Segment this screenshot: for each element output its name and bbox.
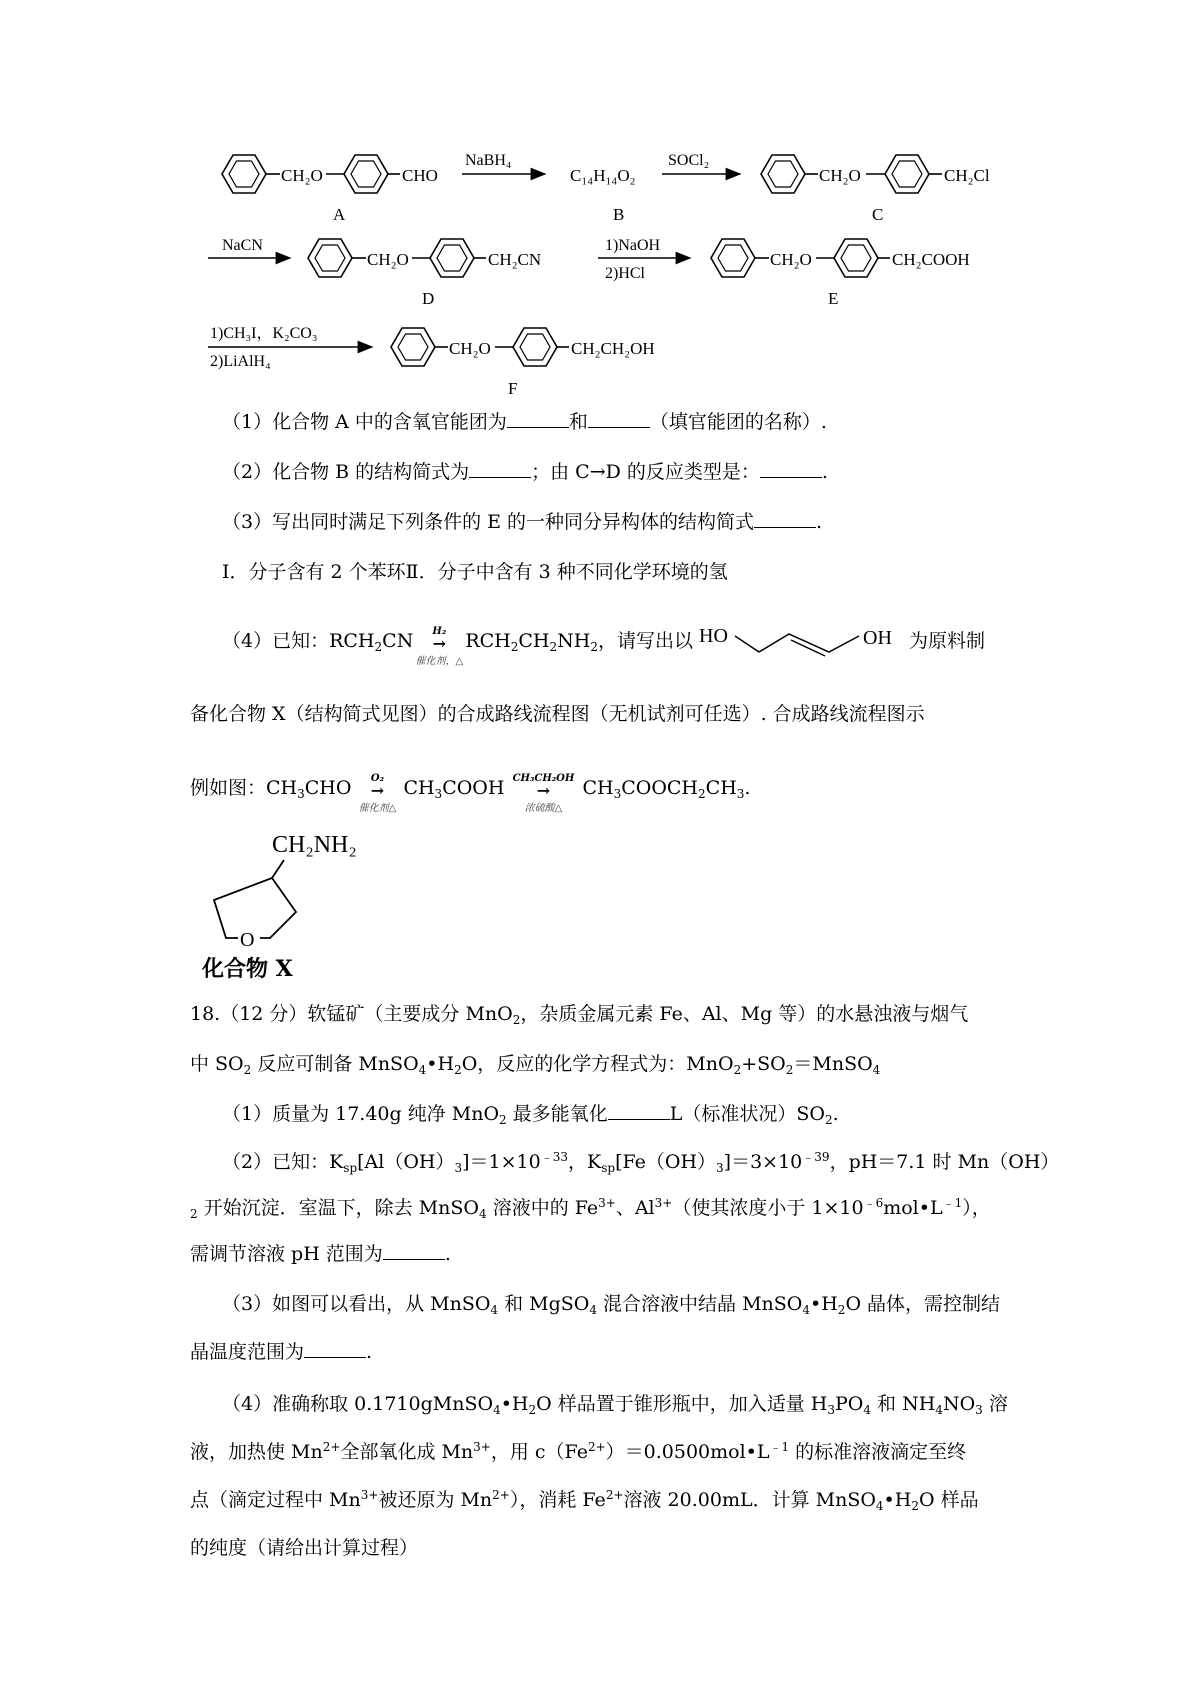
q17-conditions: Ⅰ．分子含有 2 个苯环Ⅱ．分子中含有 3 种不同化学环境的氢 <box>222 561 728 583</box>
reaction-arrow-o2: O₂ → 催化剂△ <box>358 773 397 814</box>
compound-c-linker: CH₂O <box>819 166 861 185</box>
q18-part4-line2: 液，加热使 $Mn^{2+}$全部氧化成 $Mn^{3+}$，用 $c(Fe^{2+})=0.0500mol•L^{﹣1}$ 的标准溶液滴定至终 <box>190 1440 967 1463</box>
reagent-hcl: 2)HCl <box>605 265 645 282</box>
compound-e-group: CH₂COOH <box>892 250 970 269</box>
compound-x-oxygen: O <box>240 929 255 951</box>
answer-blank[interactable] <box>754 509 816 528</box>
q18-part4-line1: （4）准确称取 $0.1710gMnSO_4•H_2O$ 样品置于锥形瓶中，加入适量 $H_3PO_4$ 和 $NH_4NO_3$ 溶 <box>222 1393 1008 1417</box>
compound-e <box>711 239 970 308</box>
q18-stem-1: 18.（12 分）软锰矿（主要成分 MnO$_2$，杂质金属元素 Fe、Al、Mg 等）的水悬浊液与烟气 <box>190 1003 969 1027</box>
compound-a-label: A <box>333 205 346 224</box>
q18-part2-line3: 需调节溶液 pH 范围为 . <box>190 1243 451 1265</box>
q18-stem-2: 中 $SO_2$ 反应可制备 $MnSO_4•H_2O$，反应的化学方程式为：$MnO_2+SO_2=MnSO_4$ <box>190 1053 881 1077</box>
answer-blank[interactable] <box>588 409 650 428</box>
compound-f-group: CH₂CH₂OH <box>571 339 655 358</box>
q18-part4-line3: 点（滴定过程中 $Mn^{3+}$被还原为 $Mn^{2+}$），消耗 $Fe^{2+}$溶液 20.00mL．计算 $MnSO_4•H_2O$ 样品 <box>190 1488 979 1513</box>
compound-c-label: C <box>872 205 884 224</box>
answer-blank[interactable] <box>304 1339 366 1358</box>
q17-part1: （1）化合物 A 中的含氧官能团为 和 （填官能团的名称）. <box>222 411 827 433</box>
q18-part2-line1: （2）已知：$K_{sp}[Al(OH)_3]=1\times 10^{﹣33}$，$K_{sp}[Fe(OH)_3]=3\times 10^{﹣39}$，pH＝7.1 时 Mn（OH） <box>222 1150 1060 1175</box>
butenediol-structure <box>699 622 909 662</box>
answer-blank[interactable] <box>383 1241 445 1260</box>
reagent-naoh: 1)NaOH <box>605 237 661 254</box>
compound-f <box>391 328 655 398</box>
reagent-ch3i-k2co3: 1)CH₃I，K₂CO₃ <box>210 325 318 342</box>
compound-a-group: CHO <box>402 166 438 185</box>
compound-d-label: D <box>422 289 435 308</box>
svg-text:OH: OH <box>863 627 892 649</box>
arrow-naoh-hcl <box>598 237 690 282</box>
q17-part4: （4）已知：$RCH_2CN$ H₂ → 催化剂，△ $RCH_2CH_2NH_2$，请写出以 HO OH 为原料制 <box>222 622 985 662</box>
compound-b-formula: C₁₄H₁₄O₂ <box>570 166 636 185</box>
q18-part2-line2: $_2$ 开始沉淀．室温下，除去 MnSO$_4$ 溶液中的 $Fe^{3+}$、$Al^{3+}$（使其浓度小于 $1\times 10^{﹣6}mol•L^{﹣1}$）， <box>190 1196 991 1221</box>
q17-part2: （2）化合物 B 的结构简式为 ；由 C→D 的反应类型是： . <box>222 461 828 483</box>
q18-part3-line2: 晶温度范围为 . <box>190 1341 373 1363</box>
arrow-nabh4 <box>462 152 545 174</box>
compound-e-label: E <box>828 289 839 308</box>
q17-part4-cont: 备化合物 X（结构简式见图）的合成路线流程图（无机试剂可任选）. 合成路线流程图示 <box>190 703 925 725</box>
compound-x-label: 化合物 X <box>202 956 293 980</box>
compound-f-linker: CH₂O <box>449 339 491 358</box>
compound-e-linker: CH₂O <box>770 250 812 269</box>
compound-c-group: CH₂Cl <box>944 166 990 185</box>
q17-part3: （3）写出同时满足下列条件的 E 的一种同分异构体的结构简式 . <box>222 511 823 533</box>
reaction-arrow-ethanol: CH₃CH₂OH → 浓硫酸△ <box>512 773 575 814</box>
svg-text:HO: HO <box>699 625 728 647</box>
reaction-arrow-h2: H₂ → 催化剂，△ <box>415 626 464 667</box>
q18-part1: （1）质量为 17.40g 纯净 MnO$_2$ 最多能氧化 L（标准状况）$SO_2$. <box>222 1103 839 1127</box>
compound-x-group: CH₂NH₂ <box>272 832 357 858</box>
arrow-socl2 <box>662 152 740 174</box>
q18-part3-line1: （3）如图可以看出，从 MnSO$_4$ 和 MgSO$_4$ 混合溶液中结晶 $MnSO_4•H_2O$ 晶体，需控制结 <box>222 1293 1001 1317</box>
arrow-nacn <box>208 237 290 258</box>
compound-c <box>761 155 990 224</box>
compound-d-linker: CH₂O <box>367 250 409 269</box>
answer-blank[interactable] <box>608 1101 670 1120</box>
compound-a <box>222 155 438 224</box>
q18-part4-line4: 的纯度（请给出计算过程） <box>190 1537 419 1559</box>
q17-example: 例如图：$CH_3CHO$ O₂ → 催化剂△ $CH_3COOH$ CH₃CH₂OH → 浓硫酸△ $CH_3COOCH_2CH_3$. <box>190 773 751 814</box>
answer-blank[interactable] <box>469 459 531 478</box>
reagent-lialh4: 2)LiAlH₄ <box>210 353 271 370</box>
compound-d <box>308 239 541 308</box>
compound-a-linker: CH₂O <box>281 166 323 185</box>
answer-blank[interactable] <box>760 459 822 478</box>
reagent-nabh4: NaBH₄ <box>465 152 512 169</box>
compound-f-label: F <box>508 379 518 398</box>
synthesis-scheme <box>0 0 1200 400</box>
answer-blank[interactable] <box>507 409 569 428</box>
compound-d-group: CH₂CN <box>488 250 542 269</box>
reagent-nacn: NaCN <box>222 237 263 254</box>
arrow-ch3i-lialh4 <box>208 325 372 370</box>
reagent-socl2: SOCl₂ <box>668 152 710 169</box>
compound-x-structure <box>200 820 400 980</box>
compound-b-label: B <box>613 205 625 224</box>
